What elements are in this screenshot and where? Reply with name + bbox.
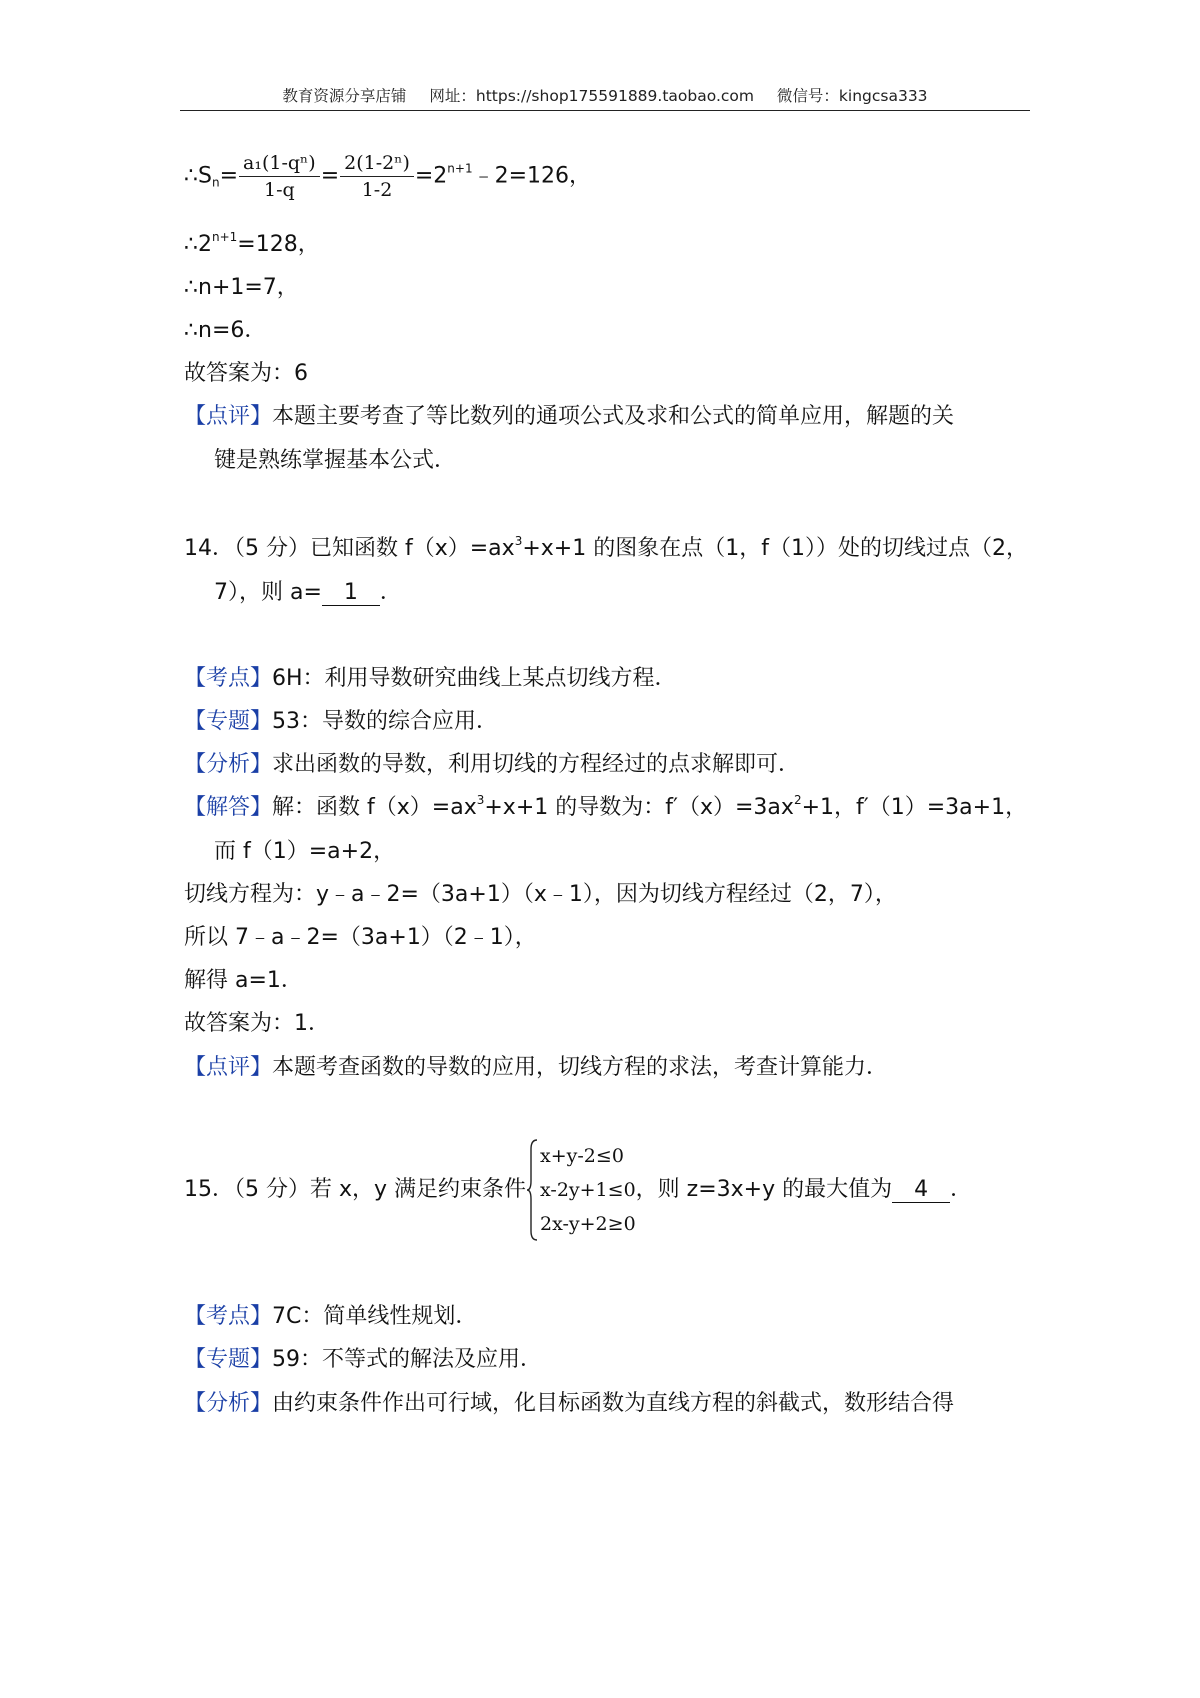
q15-fenxi: [184, 1389, 954, 1419]
jieda-exponent: 2: [793, 793, 802, 807]
q14-stem-text: 14．（5 分）已知函数 f（x）=ax: [184, 536, 515, 561]
left-brace-icon: [526, 1139, 538, 1241]
q14-zhuanti: [184, 707, 498, 737]
fraction-2-numerator: 2(1-2ⁿ): [340, 150, 414, 177]
q15-stem-text: ．: [950, 1177, 973, 1202]
q14-stem-text: ．: [379, 580, 402, 605]
q14-stem-text: 7），则 a=: [214, 580, 322, 605]
fenxi-text: 求出函数的导数，利用切线的方程经过的点求解即可．: [272, 752, 801, 777]
review-text: 本题考查函数的导数的应用，切线方程的求法，考查计算能力．: [272, 1055, 889, 1080]
kaodian-tag: 【考点】: [184, 1304, 273, 1329]
fraction-1: [239, 150, 320, 203]
q14-stem-cont: [214, 578, 402, 608]
q14-solve: 解得 a=1．: [184, 968, 303, 993]
review-13: [184, 402, 954, 432]
q14-answer: 故答案为：1．: [184, 1011, 330, 1036]
header-url[interactable]: 网址：https://shop175591889.taobao.com: [429, 87, 754, 105]
q14-stem: [184, 534, 1028, 564]
equals-sign: =: [219, 163, 239, 189]
jieda-text: 解：函数 f（x）=ax: [272, 795, 477, 820]
header-shop: 教育资源分享店铺: [282, 87, 407, 105]
q14-jieda-cont: 而 f（1）=a+2，: [214, 839, 396, 864]
step-n: ∴n=6．: [184, 318, 267, 343]
q14-kaodian: [184, 664, 677, 694]
step-2n1: [184, 230, 320, 260]
constraint-2: x-2y+1≤0: [540, 1179, 636, 1201]
q15-stem-text: 15．（5 分）若 x，y 满足约束条件: [184, 1177, 527, 1202]
sn-subscript: n: [211, 175, 220, 190]
fenxi-tag: 【分析】: [184, 752, 273, 777]
q14-jieda: [184, 793, 1027, 823]
zhuanti-tag: 【专题】: [184, 1347, 273, 1372]
q15-kaodian: [184, 1302, 477, 1332]
q14-exponent: 3: [514, 534, 523, 548]
constraint-1: x+y-2≤0: [540, 1145, 624, 1167]
constraint-3: 2x-y+2≥0: [540, 1213, 636, 1235]
jieda-exponent: 3: [476, 793, 485, 807]
fenxi-tag: 【分析】: [184, 1391, 273, 1416]
zhuanti-tag: 【专题】: [184, 709, 273, 734]
formula-mid: =2: [414, 163, 448, 189]
step-text: =128，: [237, 232, 320, 257]
equals-sign: =: [320, 163, 340, 189]
q14-fenxi: [184, 750, 800, 780]
fraction-1-denominator: 1-q: [264, 179, 295, 201]
formula-exponent: n+1: [447, 161, 473, 176]
q14-stem-text: +x+1 的图象在点（1，f（1））处的切线过点（2，: [522, 536, 1028, 561]
fraction-1-numerator: a₁(1-qⁿ): [239, 150, 320, 177]
constraint-system: [526, 1139, 636, 1241]
jieda-tag: 【解答】: [184, 795, 273, 820]
q14-review: [184, 1053, 888, 1083]
q14-tangent: 切线方程为：y﹣a﹣2=（3a+1）（x﹣1），因为切线方程经过（2，7），: [184, 882, 897, 907]
sn-label: ∴S: [184, 163, 212, 189]
formula-end: ﹣2=126，: [472, 163, 592, 189]
q14-so: 所以 7﹣a﹣2=（3a+1）（2﹣1），: [184, 925, 537, 950]
zhuanti-text: 59：不等式的解法及应用．: [272, 1347, 543, 1372]
q15-stem-text: ，则 z=3x+y 的最大值为: [635, 1177, 893, 1202]
kaodian-tag: 【考点】: [184, 666, 273, 691]
sn-formula-line: [184, 150, 591, 203]
q14-answer-blank: 1: [322, 581, 380, 606]
jieda-text: +x+1 的导数为：f′（x）=3ax: [484, 795, 794, 820]
step-exponent: n+1: [212, 230, 238, 244]
kaodian-text: 6H：利用导数研究曲线上某点切线方程．: [272, 666, 677, 691]
zhuanti-text: 53：导数的综合应用．: [272, 709, 499, 734]
q15-stem: [184, 1135, 972, 1245]
review-tag: 【点评】: [184, 1055, 273, 1080]
fraction-2-denominator: 1-2: [361, 179, 393, 201]
q15-zhuanti: [184, 1345, 542, 1375]
jieda-text: +1，f′（1）=3a+1，: [801, 795, 1028, 820]
review-tag: 【点评】: [184, 404, 273, 429]
review-13-cont: 键是熟练掌握基本公式．: [214, 448, 457, 473]
header-wechat: 微信号：kingcsa333: [776, 87, 928, 105]
step-text: ∴2: [184, 232, 212, 257]
header-rule: [180, 110, 1030, 111]
q15-answer-blank: 4: [892, 1178, 950, 1203]
page-header: [180, 84, 1030, 106]
review-text: 本题主要考查了等比数列的通项公式及求和公式的简单应用，解题的关: [272, 404, 955, 429]
kaodian-text: 7C：简单线性规划．: [272, 1304, 478, 1329]
answer-13: 故答案为：6: [184, 361, 308, 386]
fenxi-text: 由约束条件作出可行域，化目标函数为直线方程的斜截式，数形结合得: [272, 1391, 955, 1416]
fraction-2: [340, 150, 414, 203]
step-n1: ∴n+1=7，: [184, 275, 299, 300]
